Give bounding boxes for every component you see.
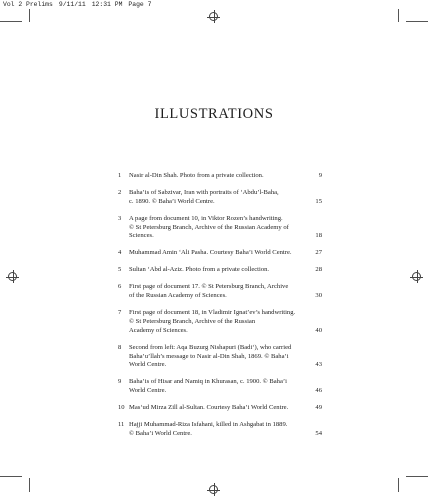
slug-time: 12:31 PM	[91, 1, 123, 8]
list-item	[118, 189, 322, 207]
crop-mark-top-left-v	[29, 9, 30, 22]
crop-mark-top-left-h	[0, 21, 22, 22]
entry-caption-line: Muhammad Amin ‘Ali Pasha. Courtesy Baha’i World Centre.	[129, 249, 292, 257]
entry-caption-line: Hajji Muhammad-Riza Isfahani, killed in Ashgabat in 1889.	[129, 421, 288, 429]
entry-page-number: 46	[315, 387, 322, 395]
entry-caption-line: © St Petersburg Branch, Archive of the Russian	[129, 317, 256, 325]
list-item	[118, 378, 322, 396]
crop-mark-bottom-left-h	[0, 476, 22, 477]
page-title: ILLUSTRATIONS	[154, 106, 274, 122]
crop-mark-bottom-right-h	[406, 476, 428, 477]
entry-caption-line: World Centre.	[129, 387, 167, 395]
entry-caption-line: Baha’is of Sabzivar, Iran with portraits of ‘Abdu’l-Baha,	[129, 189, 279, 196]
entry-page-number: 49	[315, 404, 322, 412]
entry-caption-line: of the Russian Academy of Sciences.	[129, 292, 227, 300]
print-slug	[3, 1, 157, 8]
list-item	[118, 283, 322, 301]
entry-number: 6	[118, 283, 122, 291]
list-item	[118, 309, 322, 335]
entry-page-number: 43	[315, 361, 322, 369]
list-item	[118, 215, 322, 241]
entry-caption-line: Baha’u’llah’s message to Nasir al-Din Shah, 1869. © Baha’i	[129, 352, 289, 360]
registration-mark-left-icon	[8, 272, 17, 281]
slug-page: Page 7	[128, 1, 152, 8]
list-item	[118, 249, 322, 258]
entry-caption-line: A page from document 10, in Viktor Rozen’s handwriting.	[129, 214, 283, 222]
entry-number: 10	[118, 404, 125, 412]
slug-date: 9/11/11	[58, 1, 86, 8]
crop-mark-bottom-right-v	[398, 478, 399, 492]
list-item	[118, 421, 322, 439]
entry-caption-line: © St Petersburg Branch, Archive of the Russian Academy of	[129, 223, 289, 231]
entry-page-number: 9	[318, 172, 322, 179]
entry-number: 8	[118, 343, 122, 351]
entry-page-number: 28	[315, 266, 322, 274]
entry-page-number: 18	[315, 232, 322, 240]
list-item	[118, 404, 322, 413]
entry-caption-line: Academy of Sciences.	[129, 326, 188, 334]
entry-caption-line: Sciences.	[129, 232, 154, 240]
entry-caption-line: First page of document 17. © St Petersburg Branch, Archive	[129, 283, 289, 291]
list-item	[118, 172, 322, 181]
entry-caption-line: Baha’is of Hisar and Namiq in Khurasan, c. 1900. © Baha’i	[129, 378, 287, 386]
entry-number: 4	[118, 249, 122, 257]
entry-caption-line: First page of document 18, in Vladimir Ignat’ev’s handwriting.	[129, 309, 296, 317]
entry-number: 5	[118, 266, 122, 274]
registration-mark-bottom-icon	[209, 485, 218, 494]
crop-mark-top-right-h	[406, 21, 428, 22]
entry-number: 7	[118, 309, 122, 317]
entry-caption-line: World Centre.	[129, 361, 167, 369]
entry-caption-line: c. 1890. © Baha’i World Centre.	[129, 197, 215, 205]
entry-page-number: 40	[315, 326, 322, 334]
crop-mark-top-right-v	[398, 9, 399, 22]
entry-number: 1	[118, 172, 122, 179]
crop-mark-bottom-left-v	[29, 478, 30, 492]
entry-number: 11	[118, 421, 125, 429]
slug-file: Vol 2 Prelims	[3, 1, 53, 8]
entry-page-number: 27	[315, 249, 322, 257]
registration-mark-top-icon	[209, 12, 218, 21]
registration-mark-right-icon	[412, 272, 421, 281]
list-item	[118, 344, 322, 370]
entry-number: 2	[118, 189, 122, 196]
entry-caption-line: Second from left: Aqa Buzurg Nishapuri (Badi‘), who carried	[129, 343, 292, 351]
entry-caption-line: © Baha’i World Centre.	[129, 429, 192, 437]
entry-page-number: 30	[315, 292, 322, 300]
entry-caption-line: Sultan ‘Abd al-Aziz. Photo from a private collection.	[129, 266, 270, 274]
entry-number: 9	[118, 378, 122, 386]
entry-caption-line: Nasir al-Din Shah. Photo from a private collection.	[129, 172, 264, 179]
entry-page-number: 54	[315, 429, 322, 437]
entry-page-number: 15	[315, 197, 322, 205]
entry-number: 3	[118, 214, 122, 222]
list-item	[118, 266, 322, 275]
entry-caption-line: Mas‘ud Mirza Zill al-Sultan. Courtesy Baha’i World Centre.	[129, 404, 289, 412]
